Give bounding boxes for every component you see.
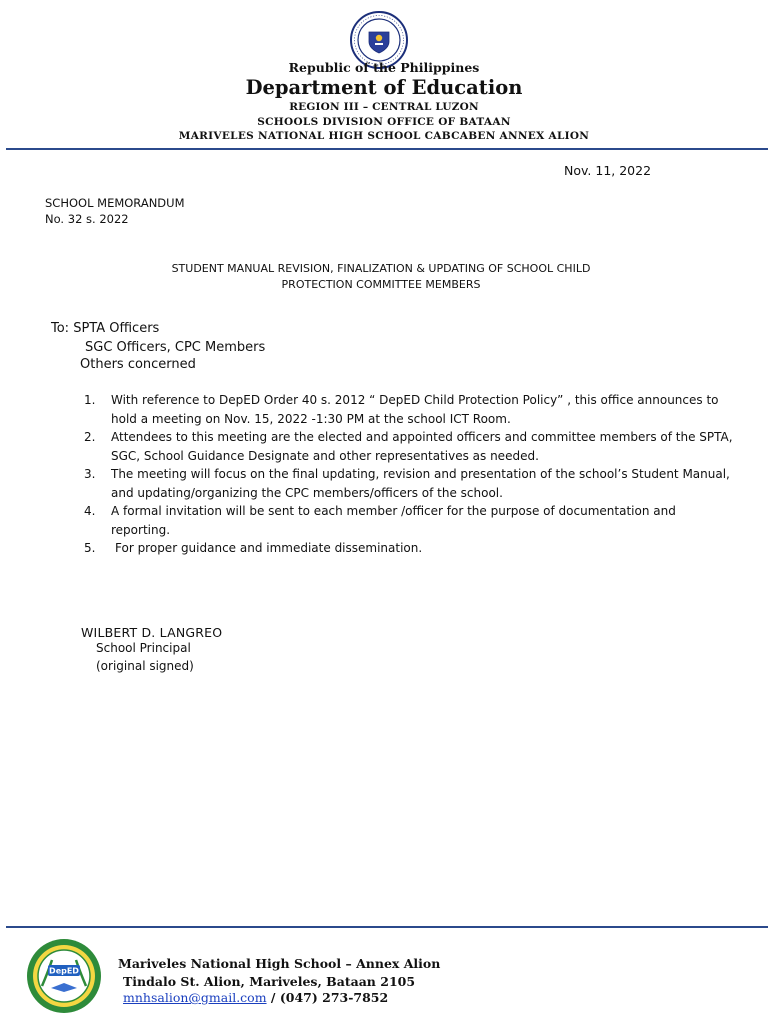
list-item <box>84 539 734 558</box>
school-heading: MARIVELES NATIONAL HIGH SCHOOL CABCABEN ANNEX ALION <box>178 130 590 142</box>
signed-note: (original signed) <box>96 659 194 673</box>
item-number: 5. <box>84 541 96 555</box>
list-item <box>84 502 734 539</box>
memo-subject <box>0 261 762 293</box>
subject-line-1: STUDENT MANUAL REVISION, FINALIZATION & UPDATING OF SCHOOL CHILD <box>171 262 591 275</box>
item-number: 3. <box>84 467 96 481</box>
item-text: The meeting will focus on the final updating, revision and presentation of the school’s Student Manual, and updating/organizing the CPC members/officers of the school. <box>111 467 730 500</box>
list-item <box>84 428 734 465</box>
footer-address: Tindalo St. Alion, Mariveles, Bataan 2105 <box>123 974 416 989</box>
subject-line-2: PROTECTION COMMITTEE MEMBERS <box>281 278 481 291</box>
item-number: 1. <box>84 393 96 407</box>
footer-school-name: Mariveles National High School – Annex Alion <box>118 956 441 971</box>
region-heading: REGION III – CENTRAL LUZON <box>289 101 479 113</box>
signer-name: WILBERT D. LANGREO <box>81 625 223 640</box>
email-link[interactable]: mnhsalion@gmail.com <box>123 990 267 1005</box>
memo-date: Nov. 11, 2022 <box>564 163 652 178</box>
department-heading: Department of Education <box>245 76 523 99</box>
header-divider <box>6 148 768 150</box>
recipient-line-3: Others concerned <box>80 357 196 372</box>
signer-position: School Principal <box>96 641 191 655</box>
recipient-line-1: To: SPTA Officers <box>51 321 160 336</box>
recipient-line-2: SGC Officers, CPC Members <box>85 340 266 355</box>
contact-separator: / <box>266 990 280 1005</box>
memo-items-list <box>84 391 734 558</box>
logo-badge-text: DepED <box>49 966 79 976</box>
memo-title: SCHOOL MEMORANDUM <box>45 196 185 210</box>
footer-contact <box>123 990 388 1005</box>
division-heading: SCHOOLS DIVISION OFFICE OF BATAAN <box>257 116 511 128</box>
school-seal-logo-icon <box>26 938 102 1014</box>
item-text: With reference to DepED Order 40 s. 2012 “ DepED Child Protection Policy” , this office announces to hold a meeting on Nov. 15, 2022 -1:30 PM at the school ICT Room. <box>111 393 719 426</box>
list-item <box>84 465 734 502</box>
item-text: A formal invitation will be sent to each member /officer for the purpose of documentation and reporting. <box>111 504 676 537</box>
footer-divider <box>6 926 768 928</box>
item-text: Attendees to this meeting are the elected and appointed officers and committee members of the SPTA, SGC, School Guidance Designate and other representatives as needed. <box>111 430 733 463</box>
item-text: For proper guidance and immediate dissemination. <box>115 541 423 555</box>
item-number: 2. <box>84 430 96 444</box>
phone-number: (047) 273-7852 <box>279 990 389 1005</box>
list-item <box>84 391 734 428</box>
item-number: 4. <box>84 504 96 518</box>
memo-number: No. 32 s. 2022 <box>45 212 129 226</box>
republic-heading: Republic of the Philippines <box>288 60 480 75</box>
